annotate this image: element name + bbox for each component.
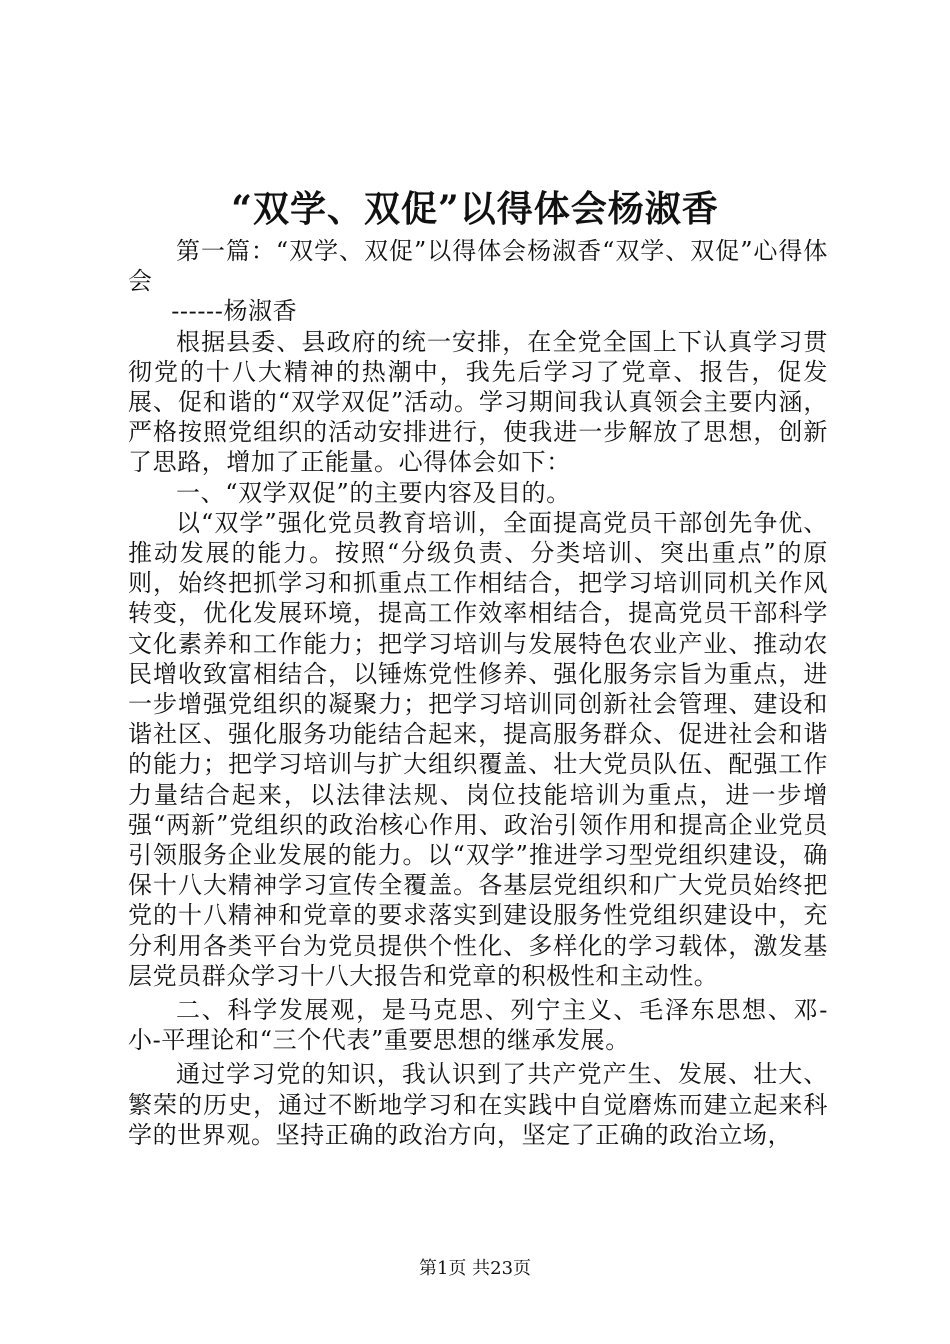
paragraph-section-2: 通过学习党的知识，我认识到了共产党产生、发展、壮大、繁荣的历史，通过不断地学习和在实践中自觉磨炼而建立起来科学的世界观。坚持正确的政治方向，坚定了正确的政治立场， [128, 1060, 828, 1149]
section-heading-1: 一、“双学双促”的主要内容及目的。 [176, 478, 571, 507]
section-heading-2: 二、科学发展观，是马克思、列宁主义、毛泽东思想、邓-小-平理论和“三个代表”重要思想的继承发展。 [128, 996, 828, 1055]
page-title: “双学、双促”以得体会杨淑香 [231, 188, 719, 230]
paragraph-intro: 根据县委、县政府的统一安排，在全党全国上下认真学习贯彻党的十八大精神的热潮中，我先后学习了党章、报告，促发展、促和谐的“双学双促”活动。学习期间我认真领会主要内涵，严格按照党组织的活动安排进行，使我进一步解放了思想，创新了思路，增加了正能量。心得体会如下： [128, 327, 828, 477]
paragraph-heading-line: 第一篇：“双学、双促”以得体会杨淑香“双学、双促”心得体会 [128, 237, 828, 296]
paragraph-section-1: 以“双学”强化党员教育培训，全面提高党员干部创先争优、推动发展的能力。按照“分级负责、分类培训、突出重点”的原则，始终把抓学习和抓重点工作相结合，把学习培训同机关作风转变，优化发展环境，提高工作效率相结合，提高党员干部科学文化素养和工作能力；把学习培训与发展特色农业产业、推动农民增收致富相结合，以锤炼党性修养、强化服务宗旨为重点，进一步增强党组织的凝聚力；把学习培训同创新社会管理、建设和谐社区、强化服务功能结合起来，提高服务群众、促进社会和谐的能力；把学习培训与扩大组织覆盖、壮大党员队伍、配强工作力量结合起来，以法律法规、岗位技能培训为重点，进一步增强“两新”党组织的政治核心作用、政治引领作用和提高企业党员引领服务企业发展的能力。以“双学”推进学习型党组织建设，确保十八大精神学习宣传全覆盖。各基层党组织和广大党员始终把党的十八精神和党章的要求落实到建设服务性党组织建设中，充分利用各类平台为党员提供个性化、多样化的学习载体，激发基层党员群众学习十八大报告和党章的积极性和主动性。 [128, 508, 828, 990]
document-body [128, 236, 828, 1150]
author-byline: ------杨淑香 [171, 297, 298, 326]
page-footer: 第1页 共23页 [418, 1258, 532, 1279]
